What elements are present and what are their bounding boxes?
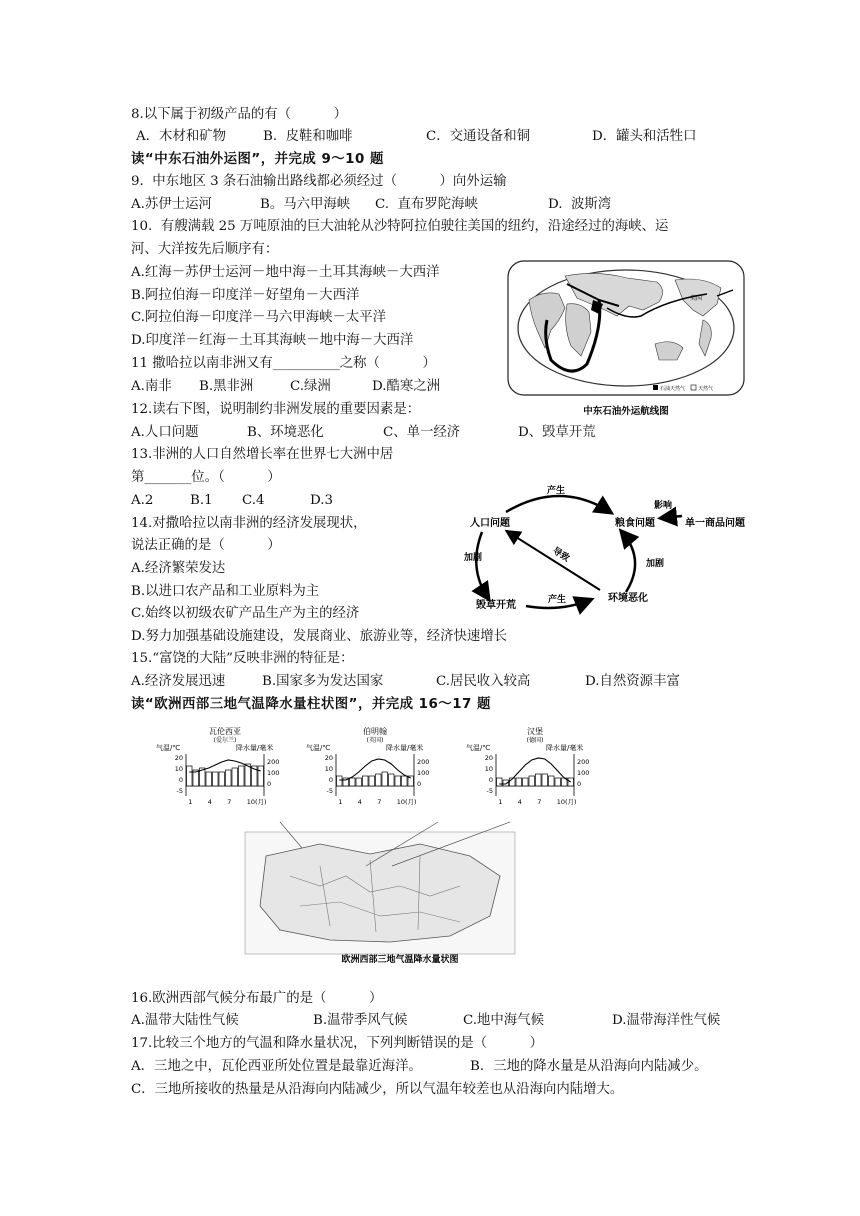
q9-option-d: D. 波斯湾 bbox=[548, 197, 612, 212]
temp-tick: 10 bbox=[484, 765, 493, 773]
precip-bar bbox=[232, 768, 238, 786]
temp-tick: -5 bbox=[326, 787, 333, 795]
temp-tick: 0 bbox=[488, 776, 493, 784]
precip-tick: 200 bbox=[417, 758, 430, 766]
q11-stem: 11 撒哈拉以南非洲又有__________之称（ ） bbox=[131, 356, 436, 371]
legend-oil-swatch bbox=[653, 385, 658, 390]
q13-option-a: A.2 bbox=[131, 493, 154, 508]
chart-title: 伯明翰 bbox=[363, 727, 387, 736]
legend-gas-label: 天然气 bbox=[698, 386, 714, 392]
europe-map-land bbox=[260, 844, 500, 942]
q10-stem-cont: 河、大洋按先后顺序有： bbox=[131, 242, 279, 257]
precip-tick: 100 bbox=[577, 769, 590, 777]
q13-stem-cont: 第_______位。（ ） bbox=[131, 470, 281, 485]
q13-option-d: D.3 bbox=[310, 493, 334, 508]
precip-bar bbox=[389, 774, 395, 786]
chart-country: (爱尔兰) bbox=[213, 737, 237, 744]
climate-charts-svg bbox=[156, 726, 630, 970]
precip-tick: 0 bbox=[577, 780, 582, 788]
legend-oil-label: 石油天然气 bbox=[660, 386, 686, 392]
q14-option-d: D.努力加强基础设施建设，发展商业、旅游业等，经济快速增长 bbox=[131, 629, 508, 644]
precip-tick: 200 bbox=[267, 758, 280, 766]
q15-option-c: C.居民收入较高 bbox=[436, 674, 531, 689]
q8-stem: 8.以下属于初级产品的有（ ） bbox=[131, 107, 348, 122]
q8-option-a: A．木材和矿物 bbox=[136, 129, 227, 144]
q11-option-b: B.黑非洲 bbox=[199, 379, 254, 394]
node-population: 人口问题 bbox=[470, 518, 510, 529]
q16-stem: 16.欧洲西部气候分布最广的是（ ） bbox=[131, 991, 383, 1006]
month-tick: 10(月) bbox=[396, 798, 417, 806]
q14-option-c: C.始终以初级农矿产品生产为主的经济 bbox=[131, 606, 360, 621]
q13-option-b: B.1 bbox=[190, 493, 213, 508]
map-label-us: 美国 bbox=[690, 295, 703, 302]
q17-option-c: C．三地所接收的热量是从沿海向内陆减少，所以气温年较差也从沿海向内陆增大。 bbox=[131, 1082, 624, 1097]
q12-option-c: C、单一经济 bbox=[383, 425, 461, 440]
month-tick: 10(月) bbox=[246, 798, 267, 806]
precip-bar bbox=[213, 772, 219, 786]
precip-bar bbox=[219, 772, 225, 786]
q10-option-a: A.红海－苏伊士运河－地中海－土耳其海峡－大西洋 bbox=[131, 265, 440, 280]
temp-tick: -5 bbox=[176, 787, 183, 795]
label-produce-top: 产生 bbox=[547, 486, 566, 496]
chart-country: (英国) bbox=[366, 737, 384, 744]
temp-axis-label: 气温/℃ bbox=[306, 744, 331, 752]
precip-bar bbox=[363, 776, 369, 786]
temp-tick: 0 bbox=[178, 776, 183, 784]
legend-gas-swatch bbox=[691, 385, 696, 390]
q16-option-d: D.温带海洋性气候 bbox=[612, 1013, 721, 1028]
q17-stem: 17.比较三个地方的气温和降水量状况，下列判断错误的是（ ） bbox=[131, 1036, 544, 1051]
q15-option-a: A.经济发展迅速 bbox=[131, 674, 226, 689]
temp-tick: 10 bbox=[324, 765, 333, 773]
precip-bar bbox=[402, 776, 408, 786]
q12-option-b: B、环境恶化 bbox=[247, 425, 324, 440]
q17-option-b: B．三地的降水量是从沿海向内陆减少。 bbox=[470, 1059, 708, 1074]
month-tick: 1 bbox=[188, 798, 193, 806]
precip-bar bbox=[523, 778, 529, 786]
q10-stem: 10. 有艘满载 25 万吨原油的巨大油轮从沙特阿拉伯驶往美国的纽约，沿途经过的海峡、运 bbox=[131, 219, 669, 234]
q12-option-a: A.人口问题 bbox=[131, 425, 199, 440]
temp-tick: 20 bbox=[324, 754, 333, 762]
q10-option-b: B.阿拉伯海－印度洋－好望角－大西洋 bbox=[131, 288, 360, 303]
precip-tick: 0 bbox=[267, 780, 272, 788]
precip-bar bbox=[555, 778, 561, 786]
q15-option-b: B.国家多为发达国家 bbox=[262, 674, 384, 689]
precip-bar bbox=[376, 774, 382, 786]
precip-bar bbox=[369, 776, 375, 786]
section-heading-16-17: 读“欧洲西部三地气温降水量柱状图”，并完成 16～17 题 bbox=[131, 697, 491, 712]
map-caption: 中东石油外运航线图 bbox=[583, 406, 669, 417]
precip-tick: 200 bbox=[577, 758, 590, 766]
precip-axis-label: 降水量/毫米 bbox=[236, 744, 274, 752]
precip-bar bbox=[226, 770, 232, 786]
q14-stem: 14.对撒哈拉以南非洲的经济发展现状， bbox=[131, 516, 367, 531]
label-produce-bottom: 产生 bbox=[548, 595, 567, 605]
q12-stem: 12.读右下图，说明制约非洲发展的重要因素是： bbox=[131, 402, 421, 417]
precip-bar bbox=[516, 778, 522, 786]
precip-bar bbox=[549, 776, 555, 786]
q11-option-d: D.酷寒之洲 bbox=[372, 379, 441, 394]
precip-bar bbox=[258, 766, 264, 786]
q15-stem: 15.“富饶的大陆”反映非洲的特征是： bbox=[131, 651, 354, 666]
q17-option-a: A．三地之中，瓦伦西亚所处位置是最靠近海洋。 bbox=[131, 1059, 422, 1074]
q16-option-c: C.地中海气候 bbox=[463, 1013, 544, 1028]
q9-option-c: C. 直布罗陀海峡 bbox=[375, 197, 478, 212]
chart-country: (德国) bbox=[526, 737, 544, 744]
temp-tick: 20 bbox=[174, 754, 183, 762]
month-tick: 7 bbox=[227, 798, 232, 806]
month-tick: 7 bbox=[377, 798, 382, 806]
q8-option-c: C．交通设备和铜 bbox=[426, 129, 530, 144]
month-tick: 7 bbox=[537, 798, 542, 806]
precip-bar bbox=[337, 776, 343, 786]
q8-option-d: D．罐头和活牲口 bbox=[592, 129, 697, 144]
month-tick: 1 bbox=[338, 798, 343, 806]
precip-bar bbox=[536, 774, 542, 786]
q10-option-c: C.阿拉伯海－印度洋－马六甲海峡－太平洋 bbox=[131, 310, 387, 325]
q15-option-d: D.自然资源丰富 bbox=[585, 674, 680, 689]
precip-axis-label: 降水量/毫米 bbox=[386, 744, 424, 752]
month-tick: 4 bbox=[207, 798, 212, 806]
q10-option-d: D.印度洋－红海－土耳其海峡－地中海－大西洋 bbox=[131, 333, 414, 348]
node-single-commodity: 单一商品问题 bbox=[685, 518, 745, 529]
q9-stem: 9. 中东地区 3 条石油输出路线都必须经过（ ）向外运输 bbox=[131, 174, 507, 189]
chart-title: 汉堡 bbox=[527, 727, 543, 736]
node-grassland: 毁草开荒 bbox=[476, 600, 516, 611]
middle-east-oil-map-figure bbox=[507, 260, 745, 420]
q14-option-a: A.经济繁荣发达 bbox=[131, 561, 226, 576]
node-environment: 环境恶化 bbox=[608, 593, 648, 604]
q16-option-a: A.温带大陆性气候 bbox=[131, 1013, 239, 1028]
month-tick: 4 bbox=[517, 798, 522, 806]
europe-climate-figure bbox=[156, 726, 630, 970]
precip-bar bbox=[350, 778, 356, 786]
precip-bar bbox=[187, 766, 193, 786]
temp-tick: 20 bbox=[484, 754, 493, 762]
q12-option-d: D、毁草开荒 bbox=[518, 425, 596, 440]
temp-axis-label: 气温/℃ bbox=[466, 744, 491, 752]
q14-option-b: B.以进口农产品和工业原料为主 bbox=[131, 584, 320, 599]
temp-axis-label: 气温/℃ bbox=[156, 744, 181, 752]
label-aggravate: 加剧 bbox=[646, 559, 665, 569]
precip-bar bbox=[529, 776, 535, 786]
precip-bar bbox=[395, 776, 401, 786]
q9-option-a: A.苏伊士运河 bbox=[131, 197, 212, 212]
precip-bar bbox=[206, 772, 212, 786]
precip-axis-label: 降水量/毫米 bbox=[546, 744, 584, 752]
temp-tick: 10 bbox=[174, 765, 183, 773]
node-food: 粮食问题 bbox=[615, 518, 655, 529]
q16-option-b: B.温带季风气候 bbox=[313, 1013, 408, 1028]
temp-tick: 0 bbox=[328, 776, 333, 784]
precip-bar bbox=[239, 766, 245, 786]
q11-option-a: A.南非 bbox=[131, 379, 172, 394]
precip-tick: 0 bbox=[417, 780, 422, 788]
chart-title: 瓦伦西亚 bbox=[209, 727, 241, 736]
label-intensify: 加剧 bbox=[464, 553, 483, 563]
q11-option-c: C.绿洲 bbox=[290, 379, 331, 394]
label-influence: 影响 bbox=[654, 501, 673, 511]
climate-caption: 欧洲西部三地气温降水量状图 bbox=[341, 955, 459, 965]
climate-chart-2 bbox=[306, 726, 429, 806]
month-tick: 10(月) bbox=[556, 798, 577, 806]
section-heading-9-10: 读“中东石油外运图”，并完成 9～10 题 bbox=[131, 152, 384, 167]
temp-tick: -5 bbox=[486, 787, 493, 795]
precip-bar bbox=[382, 772, 388, 786]
q14-stem-cont: 说法正确的是（ ） bbox=[131, 538, 281, 553]
precip-bar bbox=[356, 778, 362, 786]
precip-tick: 100 bbox=[417, 769, 430, 777]
cycle-diagram-svg bbox=[460, 480, 750, 620]
precip-tick: 100 bbox=[267, 769, 280, 777]
q8-option-b: B. 皮鞋和咖啡 bbox=[263, 129, 353, 144]
world-map bbox=[507, 260, 745, 420]
precip-bar bbox=[542, 774, 548, 786]
climate-chart-1 bbox=[156, 726, 279, 806]
africa-cycle-diagram bbox=[460, 480, 750, 620]
month-tick: 4 bbox=[357, 798, 362, 806]
precip-bar bbox=[497, 778, 503, 786]
climate-chart-3 bbox=[466, 727, 589, 806]
q9-option-b: B。马六甲海峡 bbox=[260, 197, 351, 212]
q13-stem: 13.非洲的人口自然增长率在世界七大洲中居 bbox=[131, 447, 394, 462]
q13-option-c: C.4 bbox=[242, 493, 265, 508]
label-lead-to: 导致 bbox=[550, 546, 571, 565]
month-tick: 1 bbox=[498, 798, 503, 806]
